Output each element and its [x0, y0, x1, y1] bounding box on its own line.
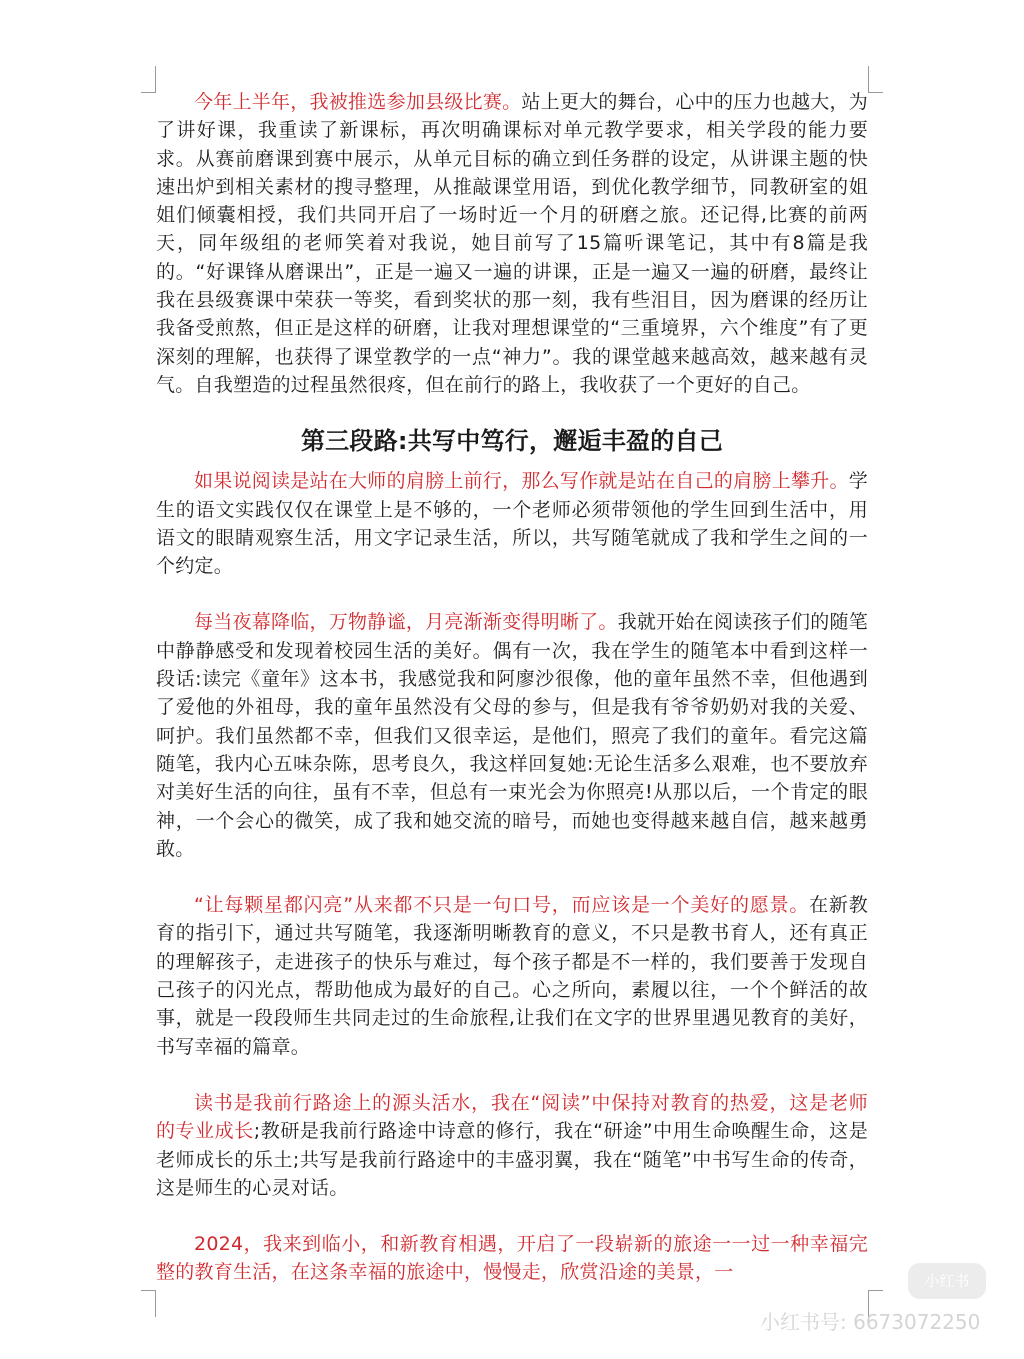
paragraph-highlight: “让每颗星都闪亮”从来都不只是一句口号，而应该是一个美好的愿景。: [194, 894, 810, 917]
watermark-logo: 小红书: [908, 1263, 986, 1299]
crop-mark-bottom-left: [141, 1290, 156, 1317]
crop-mark-top-left: [141, 66, 156, 93]
crop-mark-top-right: [868, 66, 883, 93]
paragraph-reading-writing: [156, 467, 868, 580]
watermark-id: 小红书号: 6673072250: [760, 1310, 981, 1334]
paragraph-text: ;教研是我前行路途中诗意的修行，我在“研途”中用生命唤醒生命，这是老师成长的乐土;共写是我前行路途中的丰盛羽翼，我在“随笔”中书写生命的传奇，这是师生的心灵对话。: [156, 1120, 868, 1199]
paragraph-text: 学生的语文实践仅仅在课堂上是不够的，一个老师必须带领他的学生回到生活中，用语文的眼睛观察生活，用文字记录生活，所以，共写随笔就成了我和学生之间的一个约定。: [156, 470, 868, 578]
paragraph-text: 在新教育的指引下，通过共写随笔，我逐渐明晰教育的意义，不只是教书育人，还有真正的理解孩子，走进孩子的快乐与难过，每个孩子都是不一样的，我们要善于发现自己孩子的闪光点，帮助他成为最好的自己。心之所向，素履以往，一个个鲜活的故事，就是一段段师生共同走过的生命旅程,让我们在文字的世界里遇见教育的美好，书写幸福的篇章。: [156, 894, 868, 1058]
paragraph-highlight: 今年上半年，我被推选参加县级比赛。: [194, 91, 522, 113]
paragraph-highlight: 如果说阅读是站在大师的肩膀上前行，那么写作就是站在自己的肩膀上攀升。: [194, 470, 849, 493]
paragraph-reading-research-writing: [156, 1089, 868, 1202]
paragraph-text: 站上更大的舞台，心中的压力也越大，为了讲好课，我重读了新课标，再次明确课标对单元教学要求，相关学段的能力要求。从赛前磨课到赛中展示，从单元目标的确立到任务群的设定，从讲课主题的快速出炉到相关素材的搜寻整理，从推敲课堂用语，到优化教学细节，同教研室的姐姐们倾囊相授，我们共同开启了一场时近一个月的研磨之旅。还记得,比赛的前两天，同年级组的老师笑着对我说，她目前写了15篇听课笔记，其中有8篇是我的。“好课锋从磨课出”，正是一遍又一遍的讲课，正是一遍又一遍的研磨，最终让我在县级赛课中荣获一等奖，看到奖状的那一刻，我有些泪目，因为磨课的经历让我备受煎熬，但正是这样的研磨，让我对理想课堂的“三重境界，六个维度”有了更深刻的理解，也获得了课堂教学的一点“神力”。我的课堂越来越高效，越来越有灵气。自我塑造的过程虽然很疼，但在前行的路上，我收获了一个更好的自己。: [156, 91, 868, 396]
paragraph-highlight: 2024，我来到临小，和新教育相遇，开启了一段崭新的旅途一一过一种幸福完整的教育生活，在这条幸福的旅途中，慢慢走，欣赏沿途的美景，一: [156, 1233, 868, 1284]
paragraph-highlight: 读书是我前行路途上的源头活水，我在“阅读”中保持对教育的热爱，这是老师的专业成长: [156, 1091, 868, 1143]
section-heading: 第三段路:共写中笃行，邂逅丰盈的自己: [300, 427, 724, 456]
paragraph-text: 我就开始在阅读孩子们的随笔中静静感受和发现着校园生活的美好。偶有一次，我在学生的随笔本中看到这样一段话:读完《童年》这本书，我感觉我和阿廖沙很像，他的童年虽然不幸，但他遇到了爱他的外祖母，我的童年虽然没有父母的参与，但是我有爷爷奶奶对我的关爱、呵护。我们虽然都不幸，但我们又很幸运，是他们，照亮了我们的童年。看完这篇随笔，我内心五味杂陈，思考良久，我这样回复她:无论生活多么艰难，也不要放弃对美好生活的向往，虽有不幸，但总有一束光会为你照亮!从那以后，一个肯定的眼神，一个会心的微笑，成了我和她交流的暗号，而她也变得越来越自信，越来越勇敢。: [156, 611, 868, 860]
paragraph-county-contest: [156, 88, 868, 399]
paragraph-highlight: 每当夜幕降临，万物静谧，月亮渐渐变得明晰了。: [194, 611, 618, 634]
paragraph-night-essays: [156, 608, 868, 863]
paragraph-2024: [156, 1230, 868, 1287]
document-body: [156, 88, 868, 1287]
paragraph-every-star: [156, 891, 868, 1061]
